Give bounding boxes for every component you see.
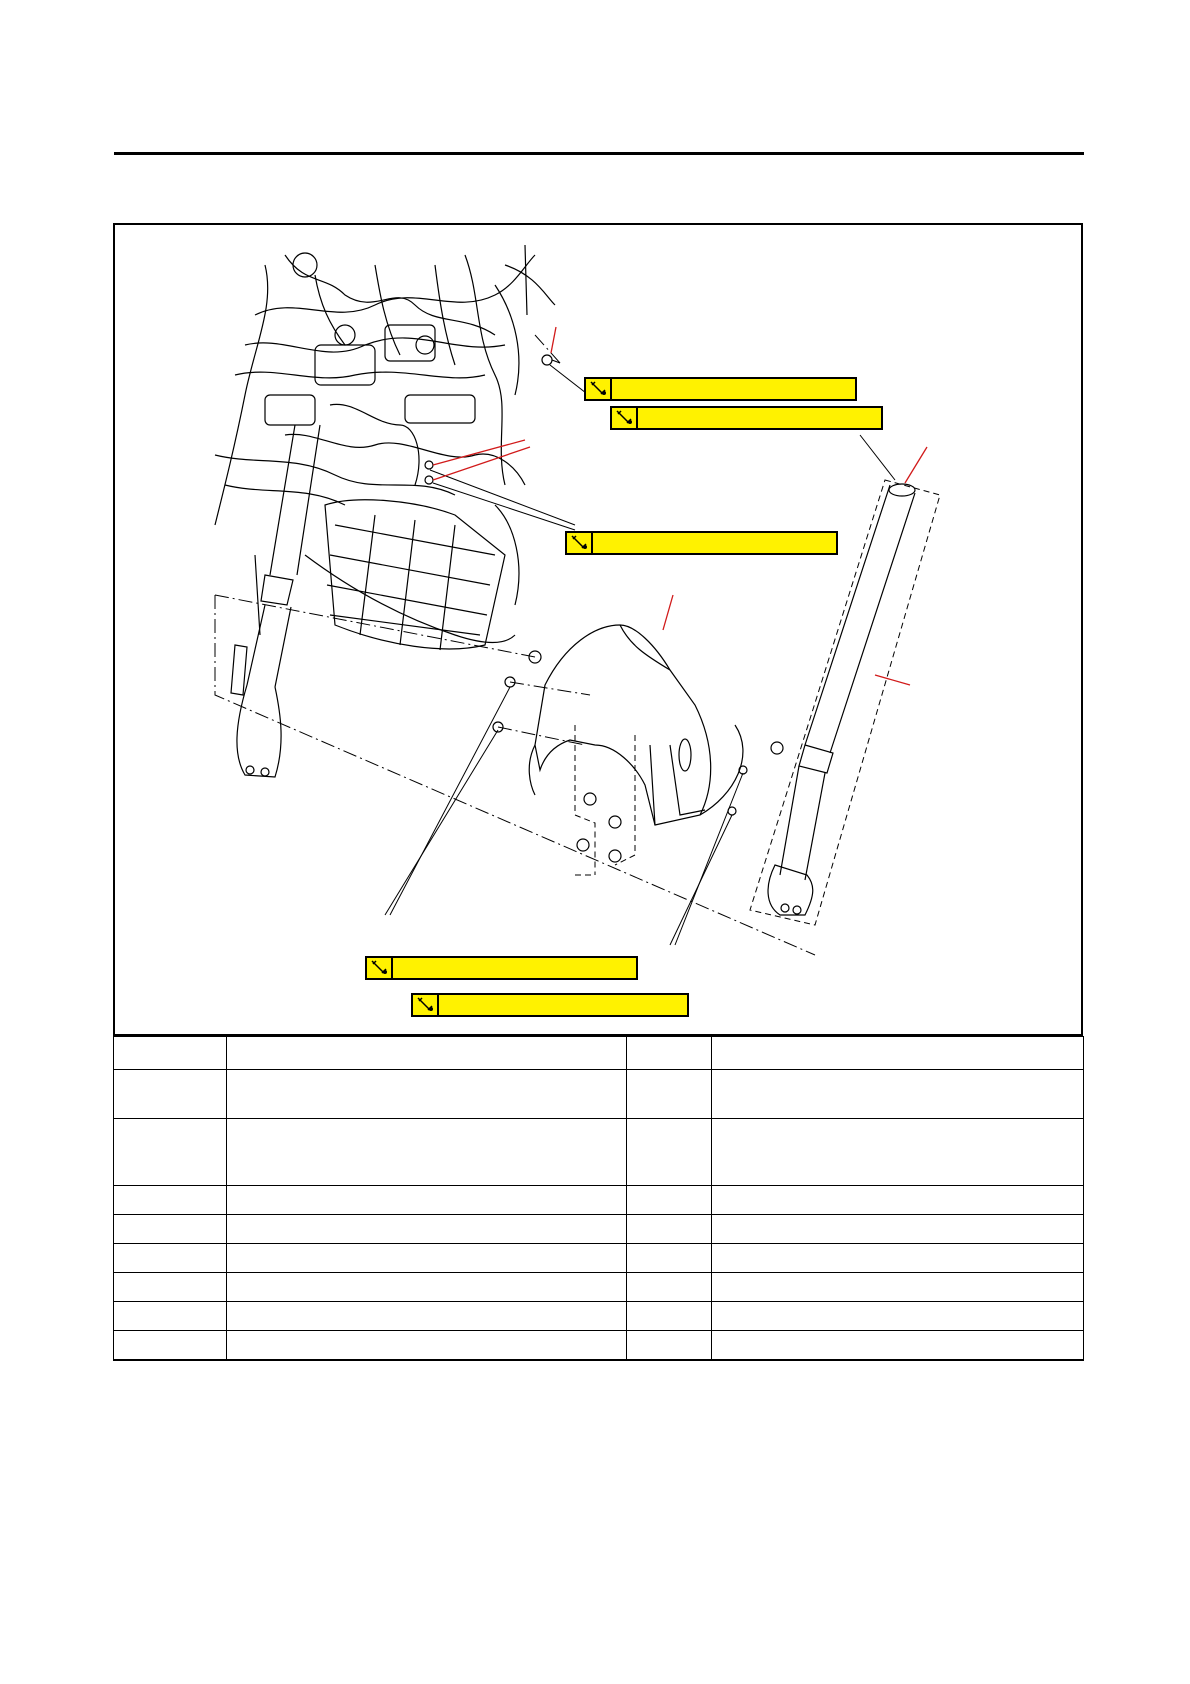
table-row <box>114 1302 1084 1331</box>
table-row <box>114 1070 1084 1119</box>
job-name-cell <box>227 1273 627 1302</box>
job-name-cell <box>227 1070 627 1119</box>
torque-callout-2 <box>610 406 883 430</box>
callout-leaders <box>385 365 895 945</box>
order-cell <box>114 1244 227 1273</box>
remarks-cell <box>712 1215 1084 1244</box>
qty-cell <box>627 1273 712 1302</box>
torque-wrench-icon <box>567 533 593 553</box>
qty-cell <box>627 1119 712 1186</box>
remarks-cell <box>712 1037 1084 1070</box>
motorcycle-front-line-art <box>215 245 915 915</box>
torque-callout-3 <box>565 531 838 555</box>
job-name-cell <box>227 1186 627 1215</box>
torque-wrench-icon <box>586 379 612 399</box>
order-cell <box>114 1273 227 1302</box>
remarks-cell <box>712 1070 1084 1119</box>
torque-wrench-icon <box>367 958 393 978</box>
order-cell <box>114 1215 227 1244</box>
job-name-cell <box>227 1215 627 1244</box>
qty-cell <box>627 1244 712 1273</box>
order-cell <box>114 1037 227 1070</box>
remarks-cell <box>712 1273 1084 1302</box>
table-row <box>114 1186 1084 1215</box>
remarks-cell <box>712 1119 1084 1186</box>
qty-cell <box>627 1070 712 1119</box>
remarks-cell <box>712 1302 1084 1331</box>
remarks-cell <box>712 1244 1084 1273</box>
qty-cell <box>627 1037 712 1070</box>
table-row <box>114 1273 1084 1302</box>
table-row <box>114 1119 1084 1186</box>
exploded-view-drawing <box>115 225 1083 1036</box>
table-row <box>114 1244 1084 1273</box>
order-cell <box>114 1070 227 1119</box>
order-cell <box>114 1186 227 1215</box>
job-name-cell <box>227 1037 627 1070</box>
table-row <box>114 1037 1084 1070</box>
order-cell <box>114 1331 227 1361</box>
qty-cell <box>627 1215 712 1244</box>
torque-wrench-icon <box>612 408 638 428</box>
parts-table <box>113 1036 1084 1361</box>
front-fender-drawing <box>529 625 743 825</box>
exploded-view-figure <box>113 223 1083 1036</box>
order-cell <box>114 1302 227 1331</box>
table-row <box>114 1215 1084 1244</box>
table-row <box>114 1331 1084 1361</box>
remarks-cell <box>712 1186 1084 1215</box>
qty-cell <box>627 1331 712 1361</box>
job-name-cell <box>227 1119 627 1186</box>
torque-wrench-icon <box>413 995 439 1015</box>
qty-cell <box>627 1186 712 1215</box>
job-name-cell <box>227 1302 627 1331</box>
order-cell <box>114 1119 227 1186</box>
header-rule <box>114 152 1084 155</box>
torque-callout-1 <box>584 377 857 401</box>
torque-callout-4 <box>365 956 638 980</box>
job-name-cell <box>227 1244 627 1273</box>
qty-cell <box>627 1302 712 1331</box>
torque-callout-5 <box>411 993 689 1017</box>
job-name-cell <box>227 1331 627 1361</box>
remarks-cell <box>712 1331 1084 1361</box>
